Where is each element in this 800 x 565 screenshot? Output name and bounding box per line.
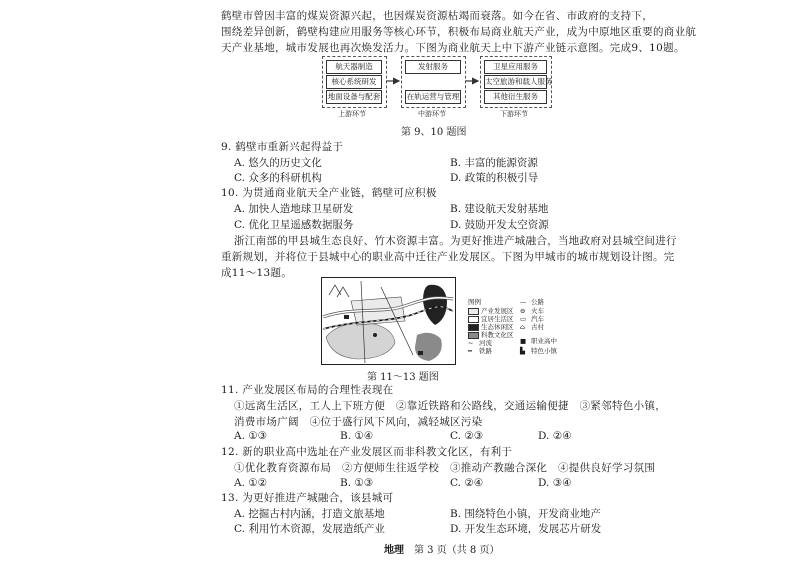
- midstream-label: 中游环节: [418, 110, 446, 118]
- town-marker: [373, 333, 377, 337]
- q12-option-b: B. ①③: [340, 477, 374, 489]
- q11-stem: 11. 产业发展区布局的合理性表现在: [221, 384, 394, 396]
- legend-item: ■ 职业高中: [520, 337, 557, 345]
- q12-option-a: A. ①②: [234, 477, 268, 489]
- legend-item: 产业发展区: [468, 307, 514, 315]
- q12-statement-line: ①优化教育资源布局 ②方便师生往返学校 ③推动产教融合深化 ④提供良好学习氛围: [234, 462, 656, 474]
- downstream-item: 太空旅游和载人服务: [484, 75, 547, 89]
- chain-caption: 第 9、10 题图: [401, 127, 467, 138]
- legend-item: 宜居生活区: [468, 315, 514, 323]
- legend-item: — 公路: [520, 298, 544, 306]
- footer-subject: 地理: [384, 545, 404, 556]
- q13-option-a: A. 挖掘古村内涵，打造文旅基地: [234, 508, 385, 520]
- map-caption: 第 11～13 题图: [367, 372, 439, 383]
- q13-option-c: C. 利用竹木资源，发展造纸产业: [234, 523, 385, 535]
- upstream-item: 核心系统研发: [326, 75, 382, 89]
- q9-option-c: C. 众多的科研机构: [234, 172, 322, 184]
- q11-statement-line-1: ①远离生活区，工人上下班方便 ②靠近铁路和公路线，交通运输便捷 ③紧邻特色小镇，: [234, 400, 666, 412]
- upstream-label: 上游环节: [338, 110, 366, 118]
- q13-option-d: D. 开发生态环境，发展芯片研发: [450, 523, 602, 535]
- legend-item: ▙ 特色小镇: [520, 347, 557, 355]
- special-town-marker: [418, 351, 423, 355]
- q12-option-d: D. ③④: [538, 477, 572, 489]
- q9-option-b: B. 丰富的能源资源: [450, 157, 538, 169]
- legend-item: ▭ 汽车: [520, 315, 544, 323]
- q11-option-c: C. ②③: [450, 430, 484, 442]
- vocational-school-marker: [344, 315, 349, 319]
- intro-line-2: 围绕差异创新，鹤壁构建应用服务等核心环节，积极布局商业航天产业，成为中原地区重要的商业航: [221, 26, 697, 38]
- q12-option-c: C. ②④: [450, 477, 484, 489]
- legend-item: ━ 铁路: [468, 347, 492, 355]
- legend-item: 科教文化区: [468, 331, 514, 339]
- intro-line-3: 天产业基地，城市发展也再次焕发活力。下图为商业航天上中下游产业链示意图。完成9、10题。: [221, 42, 685, 54]
- q9-stem: 9. 鹤壁市重新兴起得益于: [221, 141, 344, 153]
- q13-option-b: B. 围绕特色小镇，开发商业地产: [450, 508, 601, 520]
- upstream-item: 地面设备与配套: [326, 90, 382, 104]
- q9-option-d: D. 政策的积极引导: [450, 172, 539, 184]
- downstream-item: 其他衍生服务: [484, 90, 547, 104]
- q10-stem: 10. 为贯通商业航天全产业链，鹤壁可应积极: [221, 187, 437, 199]
- q11-option-d: D. ②④: [538, 430, 572, 442]
- footer-page: 第 3 页（共 8 页）: [414, 545, 500, 556]
- intro-line-1: 鹤壁市曾因丰富的煤炭资源兴起，也因煤炭资源枯竭而衰落。如今在省、市政府的支持下，: [221, 10, 653, 22]
- q10-option-c: C. 优化卫星遥感数据服务: [234, 219, 354, 231]
- chain-arrows: [0, 0, 800, 130]
- q11-statement-line-2: 消费市场广阔 ④位于盛行风下风向，减轻城区污染: [234, 416, 483, 428]
- q10-option-d: D. 鼓励开发太空资源: [450, 219, 549, 231]
- q11-option-a: A. ①③: [234, 430, 268, 442]
- q12-stem: 12. 新的职业高中选址在产业发展区而非科教文化区，有利于: [221, 446, 513, 458]
- legend-item: 生态休闲区: [468, 323, 514, 331]
- legend-item: ⌂ 古村: [520, 323, 544, 331]
- q10-option-b: B. 建设航天发射基地: [450, 203, 549, 215]
- legend-item: ~ 河流: [468, 339, 492, 347]
- midstream-item: 发射服务: [405, 60, 461, 74]
- q9-option-a: A. 悠久的历史文化: [234, 157, 322, 169]
- intro2-line-2: 重新规划，并将位于县城中心的职业高中迁往产业发展区。下图为甲城市的城市规划设计图。完: [221, 251, 675, 263]
- city-plan-map: [321, 277, 456, 365]
- intro2-line-3: 成11～13题。: [221, 267, 293, 279]
- q10-option-a: A. 加快人造地球卫星研发: [234, 203, 354, 215]
- q11-option-b: B. ①④: [340, 430, 374, 442]
- downstream-item: 卫星应用服务: [484, 60, 547, 74]
- legend-title: 图例: [468, 298, 481, 306]
- legend-item: ⊖ 火车: [520, 307, 544, 315]
- midstream-item: 在轨运营与管理: [405, 90, 461, 104]
- downstream-label: 下游环节: [500, 110, 528, 118]
- upstream-item: 航天器制造: [326, 60, 382, 74]
- intro2-line-1: 浙江南部的甲县城生态良好、竹木资源丰富。为更好推进产城融合，当地政府对县城空间进行: [234, 235, 677, 247]
- q13-stem: 13. 为更好推进产城融合，该县城可: [221, 492, 394, 504]
